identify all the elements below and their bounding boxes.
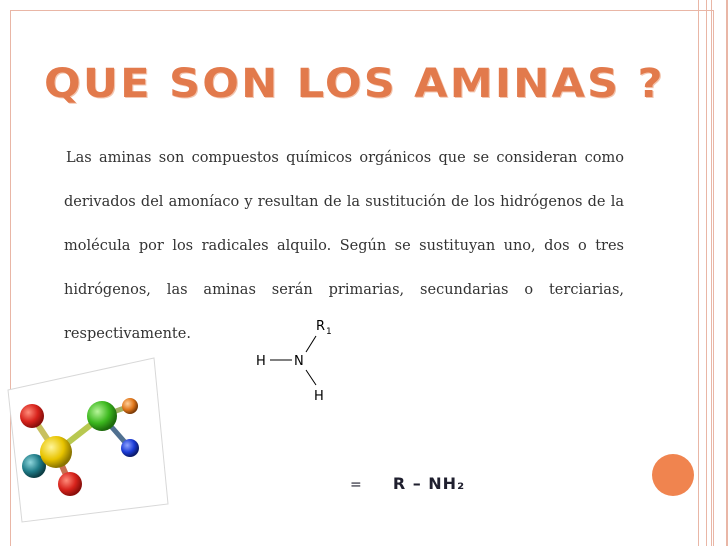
- atom-red-top: [20, 404, 44, 428]
- structure-h-bottom-label: H: [314, 389, 324, 402]
- atom-yellow: [40, 436, 72, 468]
- structure-r1-subscript: 1: [326, 327, 332, 337]
- amine-formula: R – NH₂: [392, 474, 466, 493]
- bond-n-r1: [306, 336, 316, 352]
- decorative-orange-circle: [652, 454, 694, 496]
- molecule-image-card: [8, 358, 168, 522]
- structure-h-left-label: H: [256, 354, 266, 369]
- structure-r1-label: R: [316, 319, 326, 334]
- slide-title: QUE SON LOS AMINAS ?: [44, 61, 665, 107]
- atom-blue: [121, 439, 139, 457]
- right-decorative-bar: [698, 0, 728, 546]
- molecule-3d-image: [4, 354, 170, 524]
- atom-orange: [122, 398, 138, 414]
- bond-n-h-bottom: [306, 370, 316, 385]
- amine-equation: [350, 474, 465, 493]
- atom-green: [87, 401, 117, 431]
- atom-red-bottom: [58, 472, 82, 496]
- structure-n-label: N: [294, 354, 304, 369]
- slide-paragraph: Las aminas son compuestos químicos orgánicos que se consideran como derivados del amoníaco y resultan de la sustitución de los hidrógenos de la molécula por los radicales alquilo. Según se sustituyan uno, dos o tres hidrógenos, las aminas serán primarias, secundarias o terciarias, respectivamente.: [64, 150, 624, 342]
- equals-sign: =: [350, 477, 362, 493]
- right-decorative-stripe: [706, 0, 712, 546]
- amine-structure-diagram: [250, 312, 340, 402]
